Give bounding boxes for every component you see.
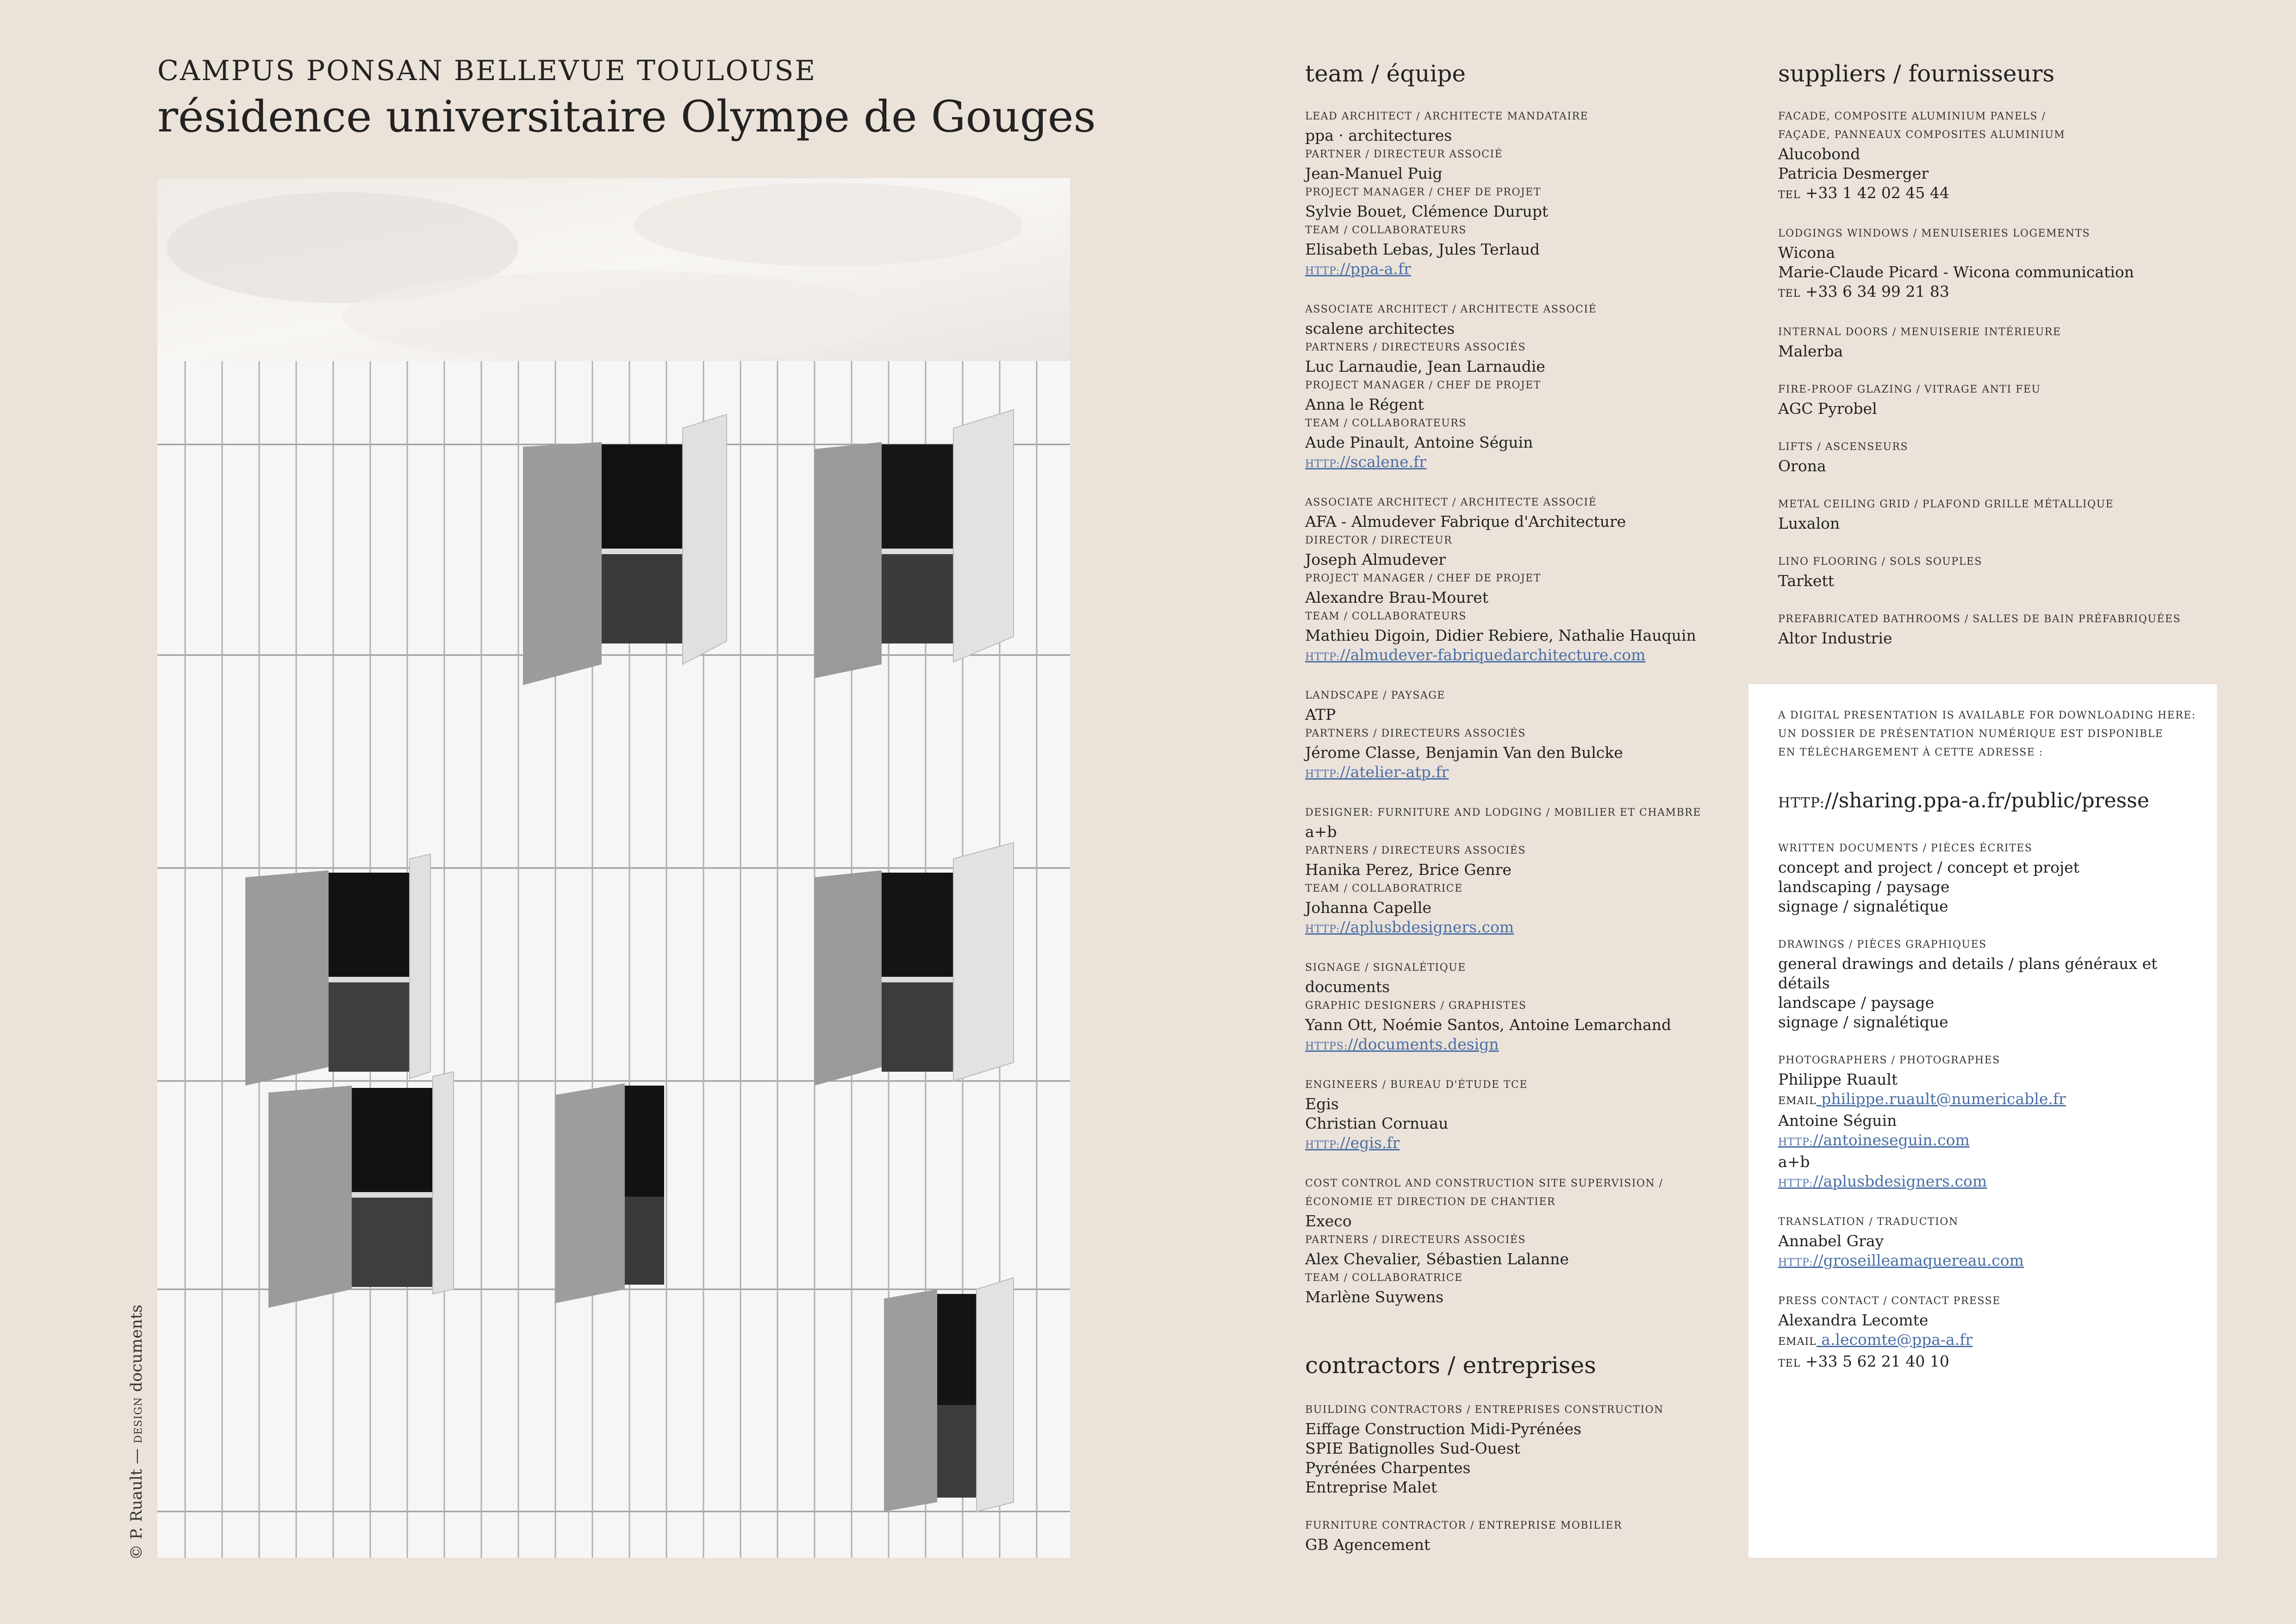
building-contractor: Eiffage Construction Midi-Pyrénées	[1305, 1420, 1581, 1438]
team-heading: team / équipe	[1305, 60, 1466, 87]
drawing-item: signage / signalétique	[1778, 1013, 1948, 1031]
role-value: ppa · architectures	[1305, 126, 1452, 144]
role-label: PROJECT MANAGER / CHEF DE PROJET	[1305, 380, 1541, 391]
role-value: a+b	[1305, 823, 1337, 841]
team-group	[1305, 687, 1722, 804]
team-group	[1305, 493, 1722, 687]
website-link[interactable]	[1305, 452, 1722, 474]
team-group	[1305, 107, 1722, 300]
credit-prefix: © P. Ruault —	[127, 1443, 146, 1560]
building-contractor: SPIE Batignolles Sud-Ouest	[1305, 1439, 1520, 1457]
building-contractor: Pyrénées Charpentes	[1305, 1459, 1471, 1477]
role-label: TEAM / COLLABORATRICE	[1305, 1272, 1463, 1284]
link-prefix: HTTP:	[1305, 265, 1340, 277]
drawing-item: general drawings and details / plans généraux et détails	[1778, 955, 2158, 992]
facade-contact: Patricia Desmerger	[1778, 164, 1929, 182]
role-label: ASSOCIATE ARCHITECT / ARCHITECTE ASSOCIÉ	[1305, 497, 1597, 508]
link-prefix: HTTP:	[1778, 795, 1825, 811]
role-value: Jean-Manuel Puig	[1305, 164, 1443, 182]
drawings-label: DRAWINGS / PIÈCES GRAPHIQUES	[1778, 939, 1987, 950]
written-doc-item: signage / signalétique	[1778, 897, 1948, 915]
role-label: ÉCONOMIE ET DIRECTION DE CHANTIER	[1305, 1196, 1556, 1208]
translation-label: TRANSLATION / TRADUCTION	[1778, 1216, 1959, 1228]
team-group	[1305, 1076, 1722, 1174]
website-link[interactable]	[1305, 259, 1722, 281]
website-link[interactable]	[1305, 762, 1722, 784]
link-url: //antoineseguin.com	[1813, 1131, 1970, 1149]
supplier-name: Tarkett	[1778, 572, 1834, 590]
supplier-simple-list	[1778, 323, 2195, 668]
role-label: PARTNERS / DIRECTEURS ASSOCIÉS	[1305, 728, 1526, 739]
role-value: Execo	[1305, 1212, 1352, 1230]
translator-link[interactable]	[1778, 1251, 2204, 1273]
supplier-label: METAL CEILING GRID / PLAFOND GRILLE MÉTALLIQUE	[1778, 499, 2114, 510]
role-value: Sylvie Bouet, Clémence Durupt	[1305, 202, 1549, 220]
link-url: //sharing.ppa-a.fr/public/presse	[1824, 789, 2149, 812]
link-url: //scalene.fr	[1340, 453, 1427, 471]
written-doc-item: landscaping / paysage	[1778, 878, 1950, 896]
role-value: ATP	[1305, 706, 1336, 724]
role-value: Alexandre Brau-Mouret	[1305, 588, 1488, 606]
team-group	[1305, 300, 1722, 493]
supplier-name: Malerba	[1778, 342, 1843, 360]
email-label: EMAIL	[1778, 1095, 1817, 1107]
role-value: scalene architectes	[1305, 319, 1455, 337]
supplier-label: PREFABRICATED BATHROOMS / SALLES DE BAIN PRÉFABRIQUÉES	[1778, 613, 2181, 625]
team-group	[1305, 1174, 1722, 1326]
role-label: GRAPHIC DESIGNERS / GRAPHISTES	[1305, 1000, 1527, 1012]
role-label: DIRECTOR / DIRECTEUR	[1305, 535, 1453, 546]
role-value: Johanna Capelle	[1305, 899, 1431, 917]
supplier-name: Luxalon	[1778, 514, 1840, 532]
press-email	[1778, 1330, 2204, 1352]
role-label: ENGINEERS / BUREAU D'ÉTUDE TCE	[1305, 1079, 1528, 1091]
credit-studio: documents	[127, 1305, 146, 1397]
role-value: Christian Cornuau	[1305, 1114, 1449, 1132]
role-value: Marlène Suywens	[1305, 1288, 1444, 1306]
drawing-item: landscape / paysage	[1778, 993, 1935, 1012]
link-prefix: HTTP:	[1305, 924, 1340, 935]
building-contractors-label: BUILDING CONTRACTORS / ENTREPRISES CONSTRUCTION	[1305, 1404, 1664, 1416]
supplier-label: LIFTS / ASCENSEURS	[1778, 441, 1909, 453]
link-prefix: HTTP:	[1305, 458, 1340, 470]
press-tel	[1778, 1352, 2204, 1374]
role-value: Jérome Classe, Benjamin Van den Bulcke	[1305, 743, 1623, 762]
windows-contact: Marie-Claude Picard - Wicona communication	[1778, 263, 2134, 281]
role-label: DESIGNER: FURNITURE AND LODGING / MOBILIER ET CHAMBRE	[1305, 807, 1701, 818]
suppliers-list	[1778, 107, 2195, 668]
press-name: Alexandra Lecomte	[1778, 1311, 1929, 1329]
tel-number: +33 1 42 02 45 44	[1800, 184, 1949, 202]
windows-label: LODGINGS WINDOWS / MENUISERIES LOGEMENTS	[1778, 228, 2091, 239]
furniture-contractor: GB Agencement	[1305, 1536, 1431, 1554]
team-list	[1305, 107, 1722, 1326]
download-panel	[1748, 684, 2217, 1558]
contractors-list	[1305, 1401, 1722, 1555]
team-group	[1305, 804, 1722, 959]
facade-label: FACADE, COMPOSITE ALUMINIUM PANELS /	[1778, 111, 2046, 122]
role-label: SIGNAGE / SIGNALÉTIQUE	[1305, 962, 1466, 974]
supplier-label: INTERNAL DOORS / MENUISERIE INTÉRIEURE	[1778, 326, 2061, 338]
supplier-label: FIRE-PROOF GLAZING / VITRAGE ANTI FEU	[1778, 384, 2041, 395]
role-label: LANDSCAPE / PAYSAGE	[1305, 690, 1445, 701]
role-value: Aude Pinault, Antoine Séguin	[1305, 433, 1533, 451]
website-link[interactable]	[1305, 645, 1722, 667]
role-label: PROJECT MANAGER / CHEF DE PROJET	[1305, 187, 1541, 198]
website-link[interactable]	[1305, 918, 1722, 939]
photographer-name: Philippe Ruault	[1778, 1070, 1898, 1088]
email-link[interactable]: philippe.ruault@numericable.fr	[1816, 1090, 2066, 1108]
role-label: TEAM / COLLABORATEURS	[1305, 611, 1467, 622]
page-title: résidence universitaire Olympe de Gouges	[157, 92, 1096, 142]
link-url: //aplusbdesigners.com	[1340, 918, 1514, 936]
press-label: PRESS CONTACT / CONTACT PRESSE	[1778, 1295, 2001, 1307]
link-prefix: HTTP:	[1305, 651, 1340, 663]
contractors-heading: contractors / entreprises	[1305, 1352, 1596, 1379]
role-value: AFA - Almudever Fabrique d'Architecture	[1305, 512, 1626, 531]
link-url: //groseilleamaquereau.com	[1813, 1251, 2024, 1269]
photographer-link[interactable]	[1778, 1131, 2204, 1152]
furniture-contractor-label: FURNITURE CONTRACTOR / ENTREPRISE MOBILIER	[1305, 1520, 1623, 1531]
role-value: Elisabeth Lebas, Jules Terlaud	[1305, 240, 1540, 258]
windows-tel	[1778, 282, 2195, 304]
role-value: Mathieu Digoin, Didier Rebiere, Nathalie Hauquin	[1305, 626, 1696, 644]
role-value: Anna le Régent	[1305, 395, 1424, 413]
link-prefix: HTTPS:	[1305, 1041, 1348, 1052]
download-link[interactable]	[1778, 789, 2204, 812]
photographer-name: Antoine Séguin	[1778, 1112, 1897, 1130]
tel-number: +33 6 34 99 21 83	[1800, 282, 1949, 300]
page-subtitle: CAMPUS PONSAN BELLEVUE TOULOUSE	[157, 55, 817, 87]
photographers-label: PHOTOGRAPHERS / PHOTOGRAPHES	[1778, 1055, 2000, 1066]
role-value: Hanika Perez, Brice Genre	[1305, 861, 1512, 879]
email-link[interactable]: a.lecomte@ppa-a.fr	[1816, 1330, 1973, 1349]
facade-company: Alucobond	[1778, 145, 1860, 163]
role-value: Alex Chevalier, Sébastien Lalanne	[1305, 1250, 1569, 1268]
link-prefix: HTTP:	[1778, 1178, 1813, 1189]
download-intro: EN TÉLÉCHARGEMENT À CETTE ADRESSE :	[1778, 747, 2043, 758]
team-group	[1305, 959, 1722, 1076]
supplier-name: Orona	[1778, 457, 1826, 475]
role-value: Egis	[1305, 1095, 1339, 1113]
tel-number: +33 5 62 21 40 10	[1800, 1352, 1949, 1370]
supplier-name: Altor Industrie	[1778, 629, 1892, 647]
tel-label: TEL	[1778, 189, 1801, 201]
link-prefix: HTTP:	[1778, 1137, 1813, 1148]
role-value: Luc Larnaudie, Jean Larnaudie	[1305, 357, 1545, 375]
written-docs-label: WRITTEN DOCUMENTS / PIÈCES ÉCRITES	[1778, 843, 2033, 854]
download-intro: A DIGITAL PRESENTATION IS AVAILABLE FOR DOWNLOADING HERE:	[1778, 710, 2196, 721]
link-url: //aplusbdesigners.com	[1813, 1172, 1987, 1190]
role-label: COST CONTROL AND CONSTRUCTION SITE SUPERVISION /	[1305, 1178, 1663, 1189]
role-value: Yann Ott, Noémie Santos, Antoine Lemarchand	[1305, 1016, 1672, 1034]
role-value: Joseph Almudever	[1305, 550, 1446, 568]
link-prefix: HTTP:	[1305, 768, 1340, 780]
facade-photo	[157, 178, 1070, 1558]
link-url: //almudever-fabriquedarchitecture.com	[1340, 646, 1646, 664]
website-link[interactable]	[1305, 1133, 1722, 1155]
supplier-label: LINO FLOORING / SOLS SOUPLES	[1778, 556, 1982, 568]
download-intro: UN DOSSIER DE PRÉSENTATION NUMÉRIQUE EST DISPONIBLE	[1778, 728, 2164, 740]
written-doc-item: concept and project / concept et projet	[1778, 858, 2079, 876]
role-value: documents	[1305, 978, 1390, 996]
translator-name: Annabel Gray	[1778, 1232, 1884, 1250]
role-label: LEAD ARCHITECT / ARCHITECTE MANDATAIRE	[1305, 111, 1589, 122]
link-url: //ppa-a.fr	[1340, 260, 1411, 278]
role-label: TEAM / COLLABORATEURS	[1305, 418, 1467, 429]
role-label: PARTNERS / DIRECTEURS ASSOCIÉS	[1305, 1234, 1526, 1246]
role-label: PARTNER / DIRECTEUR ASSOCIÉ	[1305, 149, 1503, 160]
windows-company: Wicona	[1778, 244, 1836, 262]
role-label: PROJECT MANAGER / CHEF DE PROJET	[1305, 573, 1541, 584]
photographer-email	[1778, 1089, 2204, 1111]
link-url: //documents.design	[1348, 1035, 1499, 1053]
email-label: EMAIL	[1778, 1336, 1817, 1348]
photo-credit	[127, 1305, 146, 1560]
facade-label-fr: FAÇADE, PANNEAUX COMPOSITES ALUMINIUM	[1778, 129, 2066, 141]
role-label: TEAM / COLLABORATRICE	[1305, 883, 1463, 894]
link-prefix: HTTP:	[1778, 1257, 1813, 1268]
photographer-name: a+b	[1778, 1153, 1810, 1171]
link-prefix: HTTP:	[1305, 1139, 1340, 1151]
photographer-link[interactable]	[1778, 1172, 2204, 1193]
website-link[interactable]	[1305, 1035, 1722, 1056]
suppliers-heading: suppliers / fournisseurs	[1778, 60, 2055, 87]
download-content	[1778, 706, 2204, 1374]
facade-tel	[1778, 183, 2195, 205]
role-label: PARTNERS / DIRECTEURS ASSOCIÉS	[1305, 342, 1526, 353]
tel-label: TEL	[1778, 288, 1801, 300]
role-label: ASSOCIATE ARCHITECT / ARCHITECTE ASSOCIÉ	[1305, 304, 1597, 315]
supplier-name: AGC Pyrobel	[1778, 400, 1877, 418]
link-url: //atelier-atp.fr	[1340, 763, 1449, 781]
link-url: //egis.fr	[1340, 1134, 1400, 1152]
role-label: TEAM / COLLABORATEURS	[1305, 225, 1467, 236]
tel-label: TEL	[1778, 1358, 1801, 1369]
credit-design: DESIGN	[133, 1397, 144, 1443]
building-contractor: Entreprise Malet	[1305, 1478, 1437, 1496]
role-label: PARTNERS / DIRECTEURS ASSOCIÉS	[1305, 845, 1526, 856]
